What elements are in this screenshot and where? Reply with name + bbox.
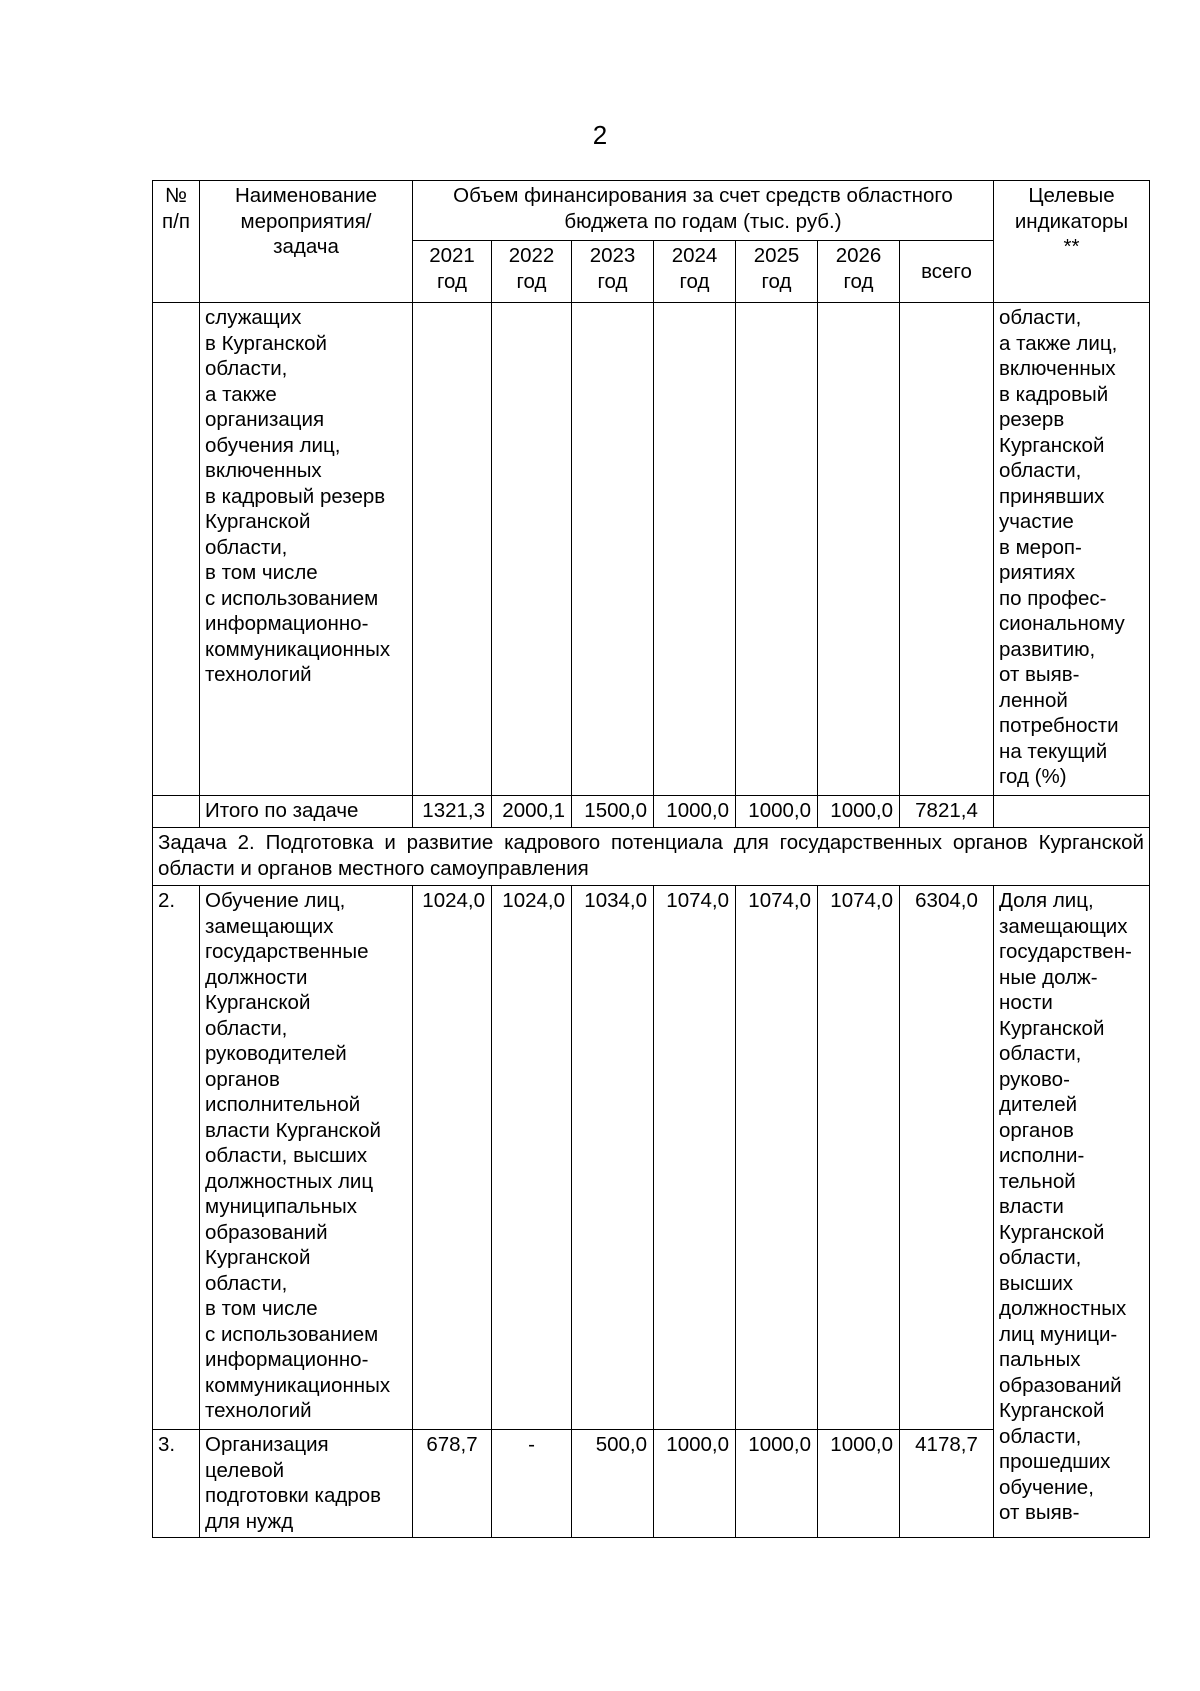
cell-2022: - — [492, 1430, 572, 1538]
total-2023: 1500,0 — [572, 796, 654, 828]
cell-2023: 500,0 — [572, 1430, 654, 1538]
cell-2025: 1074,0 — [736, 886, 818, 1430]
cell-2021: 1024,0 — [413, 886, 492, 1430]
header-number: № п/п — [153, 181, 200, 303]
cell-2026: 1074,0 — [818, 886, 900, 1430]
task-row — [153, 828, 1150, 886]
page-number: 2 — [592, 120, 608, 150]
cell-indicator: Доля лиц, замещающих государствен- ные долж- ности Курганской области, руково- дителей органов исполни- тельной власти Курганской области, высших должностных лиц муници- пальных образований Курганской области, прошедших обучение, от выяв- — [994, 886, 1150, 1538]
header-year-2025: 2025 год — [736, 241, 818, 303]
cell-indicator: области, а также лиц, включенных в кадровый резерв Курганской области, принявших участие в мероп- риятиях по профес- сиональному развитию, от выяв- ленной потребности на текущий год (%) — [994, 303, 1150, 796]
header-indicators: Целевые индикаторы ** — [994, 181, 1150, 303]
header-year-2024: 2024 год — [654, 241, 736, 303]
total-all: 7821,4 — [900, 796, 994, 828]
cell-2023: 1034,0 — [572, 886, 654, 1430]
cell-number: 2. — [153, 886, 200, 1430]
cell-2024: 1000,0 — [654, 1430, 736, 1538]
financing-table — [152, 180, 1150, 1538]
header-total: всего — [900, 241, 994, 303]
table-header-row — [153, 181, 1150, 241]
cell-2021: 678,7 — [413, 1430, 492, 1538]
task-2-title: Задача 2. Подготовка и развитие кадрового потенциала для государственных органов Курганской области и органов местного самоуправления — [153, 828, 1150, 886]
cell-total: 6304,0 — [900, 886, 994, 1430]
table-row-continuation — [153, 303, 1150, 796]
header-year-2026: 2026 год — [818, 241, 900, 303]
cell-event-name: служащих в Курганской области, а также организация обучения лиц, включенных в кадровый резерв Курганской области, в том числе с использованием информационно- коммуникационных технологий — [200, 303, 413, 796]
total-label: Итого по задаче — [200, 796, 413, 828]
cell-event-name: Организация целевой подготовки кадров для нужд — [200, 1430, 413, 1538]
cell-number — [153, 303, 200, 796]
cell-event-name: Обучение лиц, замещающих государственные должности Курганской области, руководителей органов исполнительной власти Курганской области, высших должностных лиц муниципальных образований Курганской области, в том числе с использованием информационно- коммуникационных технологий — [200, 886, 413, 1430]
total-2024: 1000,0 — [654, 796, 736, 828]
cell-2026: 1000,0 — [818, 1430, 900, 1538]
header-year-2023: 2023 год — [572, 241, 654, 303]
total-2025: 1000,0 — [736, 796, 818, 828]
cell-2025: 1000,0 — [736, 1430, 818, 1538]
cell-2022: 1024,0 — [492, 886, 572, 1430]
total-2022: 2000,1 — [492, 796, 572, 828]
total-2021: 1321,3 — [413, 796, 492, 828]
header-event-name: Наименование мероприятия/ задача — [200, 181, 413, 303]
cell-2024: 1074,0 — [654, 886, 736, 1430]
header-year-2022: 2022 год — [492, 241, 572, 303]
cell-number: 3. — [153, 1430, 200, 1538]
header-funding: Объем финансирования за счет средств областного бюджета по годам (тыс. руб.) — [413, 181, 994, 241]
total-2026: 1000,0 — [818, 796, 900, 828]
cell-total: 4178,7 — [900, 1430, 994, 1538]
table-row — [153, 886, 1150, 1430]
header-year-2021: 2021 год — [413, 241, 492, 303]
table-row-total — [153, 796, 1150, 828]
